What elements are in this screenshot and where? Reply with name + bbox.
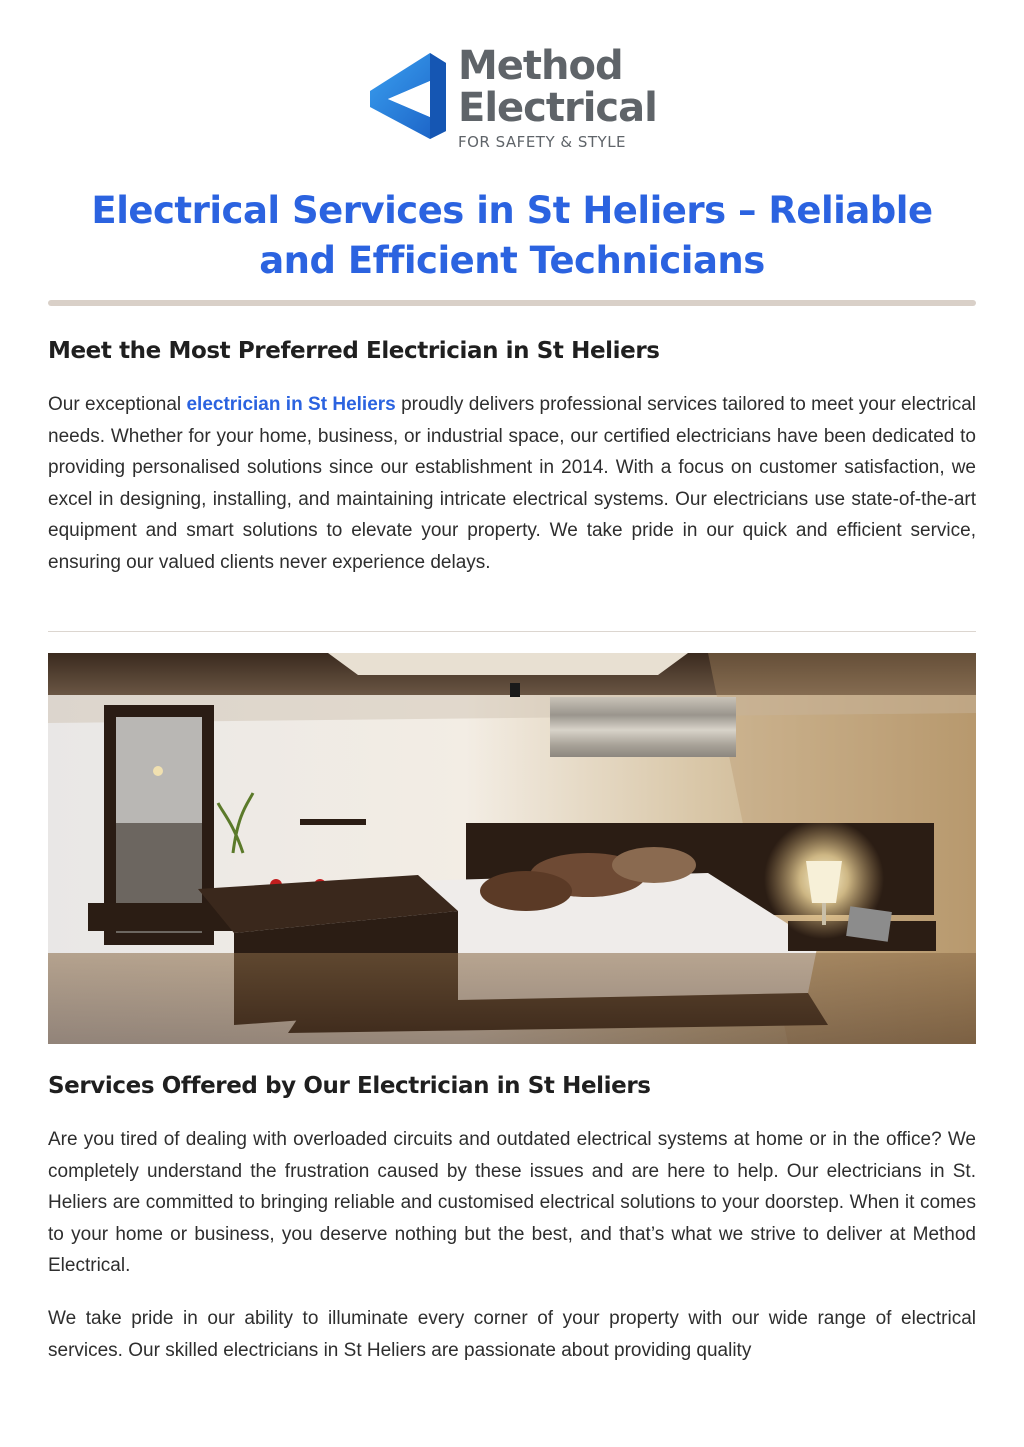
logo-line-electrical: Electrical	[458, 85, 657, 131]
intro-paragraph	[48, 389, 976, 578]
section-heading-services-offered: Services Offered by Our Electrician in St Heliers	[48, 1073, 651, 1099]
title-divider	[48, 300, 976, 306]
intro-text-start: Our exceptional	[48, 394, 187, 415]
method-electrical-logo[interactable]	[368, 45, 668, 170]
electrician-st-heliers-link[interactable]: electrician in St Heliers	[186, 394, 396, 415]
bedroom-illustration	[48, 653, 976, 1044]
logo-tagline: FOR SAFETY & STYLE	[458, 133, 627, 151]
intro-text-end: proudly delivers professional services tailored to meet your electrical needs. Whether for your home, business, or industrial space, our certified electricians have been dedicated to providing personalised solutions since our establishment in 2014. With a focus on customer satisfaction, we excel in designing, installing, and maintaining intricate electrical systems. Our electricians use state-of-the-art equipment and smart solutions to elevate your property. We take pride in our quick and efficient service, ensuring our valued clients never experience delays.	[48, 394, 976, 573]
section-divider	[48, 631, 976, 632]
logo-mark-icon	[368, 51, 452, 143]
bedroom-interior-photo	[48, 653, 976, 1044]
services-paragraph-2: We take pride in our ability to illuminate every corner of your property with our wide range of electrical services. Our skilled electricians in St Heliers are passionate about providing quality	[48, 1308, 976, 1361]
services-paragraph-1: Are you tired of dealing with overloaded circuits and outdated electrical systems at home or in the office? We completely understand the frustration caused by these issues and are here to help. Our electricians in St. Heliers are committed to bringing reliable and customised electrical solutions to your doorstep. When it comes to your home or business, you deserve nothing but the best, and that’s what we strive to deliver at Method Electrical.	[48, 1129, 976, 1276]
logo-wordmark	[458, 45, 678, 152]
section-heading-preferred-electrician: Meet the Most Preferred Electrician in St Heliers	[48, 338, 660, 364]
logo-line-method: Method	[458, 43, 623, 89]
page-title: Electrical Services in St Heliers – Reliable and Efficient Technicians	[91, 189, 933, 282]
